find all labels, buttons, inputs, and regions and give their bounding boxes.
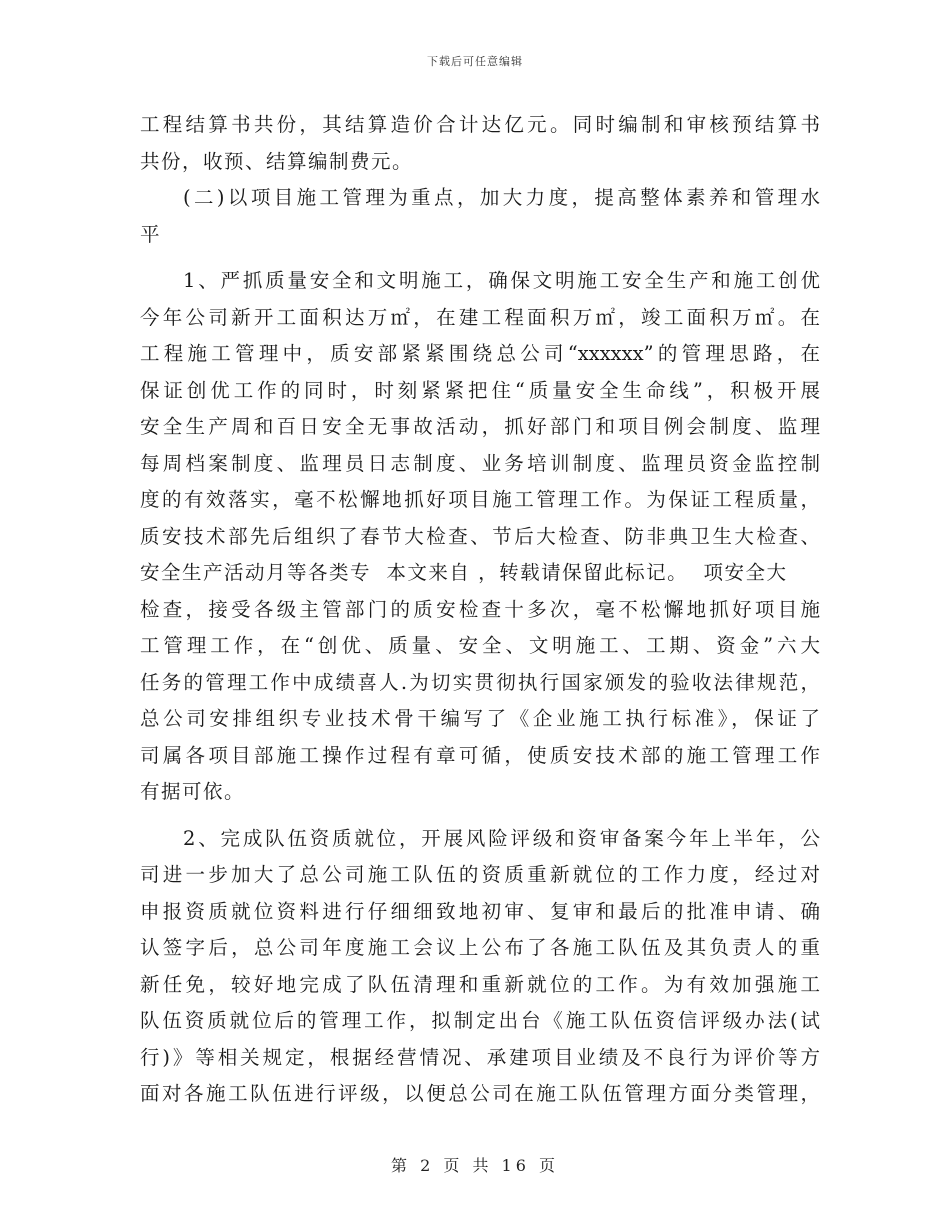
text-line: 工管理工作，在“创优、质量、安全、文明施工、工期、资金”六大 — [140, 634, 820, 657]
text-line: 工程结算书共份，其结算造价合计达亿元。同时编制和审核预结算书 — [140, 113, 820, 136]
text-line: 每周档案制度、监理员日志制度、业务培训制度、监理员资金监控制 — [140, 451, 820, 475]
page-header-note: 下载后可任意编辑 — [427, 55, 523, 68]
paragraph-settlement — [140, 107, 820, 180]
text-line: 质安技术部先后组织了春节大检查、节后大检查、防非典卫生大检查、 — [140, 524, 820, 548]
text-line: (二)以项目施工管理为重点，加大力度，提高整体素养和管理水 — [183, 186, 820, 209]
paragraph-gap — [140, 253, 820, 263]
paragraph-team-qualification — [140, 821, 820, 1113]
text-line: 行)》等相关规定，根据经营情况、承建项目业绩及不良行为评价等方 — [140, 1045, 820, 1069]
text-line: 任务的管理工作中成绩喜人.为切实贯彻执行国家颁发的验收法律规范， — [140, 670, 820, 694]
document-body — [140, 107, 820, 1113]
paragraph-gap — [140, 811, 820, 821]
text-line: 工程施工管理中，质安部紧紧围绕总公司“xxxxxx”的管理思路，在 — [140, 342, 820, 365]
text-line: 检查，接受各级主管部门的质安检查十多次，毫不松懈地抓好项目施 — [140, 597, 820, 621]
text-line: 司进一步加大了总公司施工队伍的资质重新就位的工作力度，经过对 — [140, 863, 820, 886]
text-line: 度的有效落实，毫不松懈地抓好项目施工管理工作。为保证工程质量， — [140, 488, 820, 511]
text-line: 新任免，较好地完成了队伍清理和重新就位的工作。为有效加强施工 — [140, 972, 820, 996]
text-line: 安全生产活动月等各类专 本文来自 ，转载请保留此标记。 项安全大 — [140, 561, 788, 584]
page-number: 第 2 页 共 16 页 — [391, 1156, 559, 1175]
text-line: 认签字后，总公司年度施工会议上公布了各施工队伍及其负责人的重 — [140, 936, 820, 959]
text-line: 平 — [140, 222, 162, 246]
text-line: 面对各施工队伍进行评级，以便总公司在施工队伍管理方面分类管理， — [140, 1082, 820, 1105]
paragraph-quality-safety — [140, 263, 820, 811]
text-line: 共份，收预、结算编制费元。 — [140, 149, 414, 173]
text-line: 总公司安排组织专业技术骨干编写了《企业施工执行标准》，保证了 — [140, 707, 820, 730]
text-line: 有据可依。 — [140, 780, 246, 803]
text-line: 队伍资质就位后的管理工作，拟制定出台《施工队伍资信评级办法(试 — [140, 1009, 820, 1032]
text-line: 司属各项目部施工操作过程有章可循，使质安技术部的施工管理工作 — [140, 743, 820, 767]
text-line: 今年公司新开工面积达万㎡，在建工程面积万㎡，竣工面积万㎡。在 — [140, 305, 820, 329]
text-line: 1、严抓质量安全和文明施工，确保文明施工安全生产和施工创优 — [183, 269, 820, 292]
text-line: 保证创优工作的同时，时刻紧紧把住“质量安全生命线”，积极开展 — [140, 378, 820, 402]
paragraph-section-heading — [140, 180, 820, 253]
text-line: 安全生产周和百日安全无事故活动，抓好部门和项目例会制度、监理 — [140, 415, 820, 438]
text-line: 申报资质就位资料进行仔细细致地初审、复审和最后的批准申请、确 — [140, 899, 820, 923]
text-line: 2、完成队伍资质就位，开展风险评级和资审备案今年上半年，公 — [183, 826, 820, 850]
